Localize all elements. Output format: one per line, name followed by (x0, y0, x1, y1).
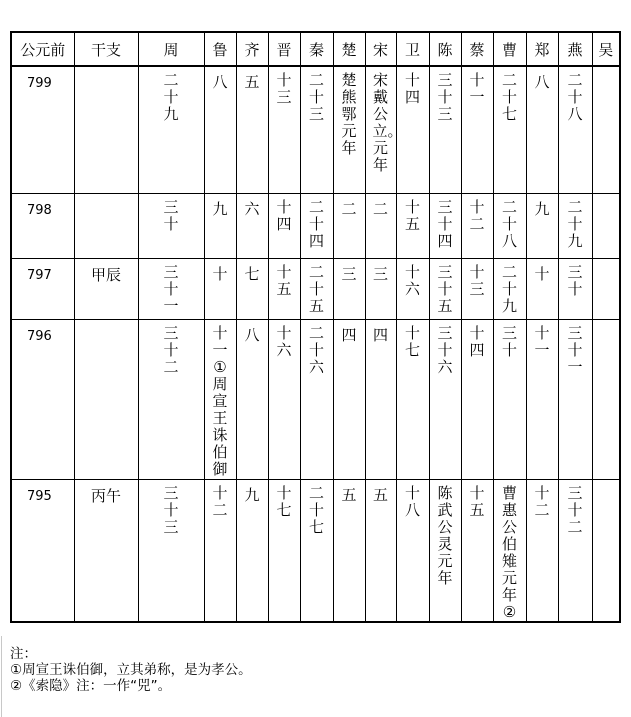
state-cell-text: 二十九 (501, 262, 517, 315)
state-cell-text: 二十三 (308, 71, 324, 123)
state-cell (138, 258, 204, 319)
state-cell-text: 四 (341, 325, 357, 344)
state-cell-text: 十一①周宣王诛伯御 (212, 323, 228, 478)
state-cell-text: 二十六 (308, 323, 324, 376)
state-cell (236, 258, 268, 319)
state-cell-text: 十 (212, 264, 228, 283)
state-cell (204, 66, 236, 193)
state-cell-text: 三十一 (163, 262, 179, 315)
state-cell-text: 十一 (534, 323, 550, 359)
state-cell (592, 258, 620, 319)
year-cell: 797 (11, 258, 74, 319)
state-cell (204, 479, 236, 622)
state-cell (365, 319, 396, 479)
state-cell (396, 479, 429, 622)
ganzhi-cell (74, 66, 138, 193)
year-cell: 799 (11, 66, 74, 193)
ganzhi-cell (74, 319, 138, 479)
state-cell (268, 66, 300, 193)
state-cell-text: 三 (341, 264, 357, 283)
state-cell-text: 三十二 (567, 483, 583, 536)
state-cell-text: 三十六 (437, 323, 453, 376)
state-cell-text: 十二 (469, 197, 485, 233)
state-cell (526, 193, 558, 258)
state-cell (526, 258, 558, 319)
ganzhi-cell: 丙午 (74, 479, 138, 622)
state-cell (461, 319, 493, 479)
state-cell-text: 十五 (404, 197, 420, 233)
state-cell-text: 十四 (276, 197, 292, 233)
table-row (11, 66, 620, 193)
state-cell-text: 二 (372, 199, 388, 218)
state-cell-text: 十二 (534, 483, 550, 519)
state-cell-text: 三十一 (567, 323, 583, 376)
state-cell (592, 319, 620, 479)
state-cell-text: 二十四 (308, 197, 324, 250)
state-cell-text: 九 (534, 199, 550, 218)
state-cell-text: 五 (372, 485, 388, 504)
state-cell (493, 66, 526, 193)
header-cell: 蔡 (461, 32, 493, 66)
state-cell-text: 二十七 (308, 483, 324, 536)
state-cell-text: 三十 (567, 262, 583, 298)
ganzhi-cell (74, 193, 138, 258)
table-row (11, 258, 620, 319)
state-cell (333, 258, 365, 319)
state-cell (429, 319, 461, 479)
state-cell-text: 十二 (212, 483, 228, 519)
state-cell (268, 479, 300, 622)
state-cell (300, 193, 333, 258)
header-cell: 秦 (300, 32, 333, 66)
state-cell-text: 三十三 (163, 483, 179, 536)
year-cell: 796 (11, 319, 74, 479)
state-cell-text: 六 (244, 199, 260, 218)
state-cell (138, 479, 204, 622)
ganzhi-cell: 甲辰 (74, 258, 138, 319)
header-cell: 卫 (396, 32, 429, 66)
year-cell: 795 (11, 479, 74, 622)
state-cell (558, 66, 592, 193)
header-cell: 郑 (526, 32, 558, 66)
state-cell (333, 319, 365, 479)
state-cell (365, 258, 396, 319)
state-cell-text: 十七 (404, 323, 420, 359)
state-cell (268, 193, 300, 258)
state-cell-text: 三十 (163, 197, 179, 233)
state-cell-text: 十一 (469, 71, 485, 106)
state-cell-text: 十五 (276, 262, 292, 298)
table-row (11, 479, 620, 622)
state-cell-text: 楚熊鄂元年 (341, 71, 357, 157)
state-cell (333, 479, 365, 622)
state-cell-text: 十四 (404, 71, 420, 106)
state-cell (365, 66, 403, 193)
state-cell (204, 193, 236, 258)
state-cell (461, 66, 493, 193)
state-cell (236, 193, 268, 258)
state-cell (493, 319, 526, 479)
state-cell (236, 319, 268, 479)
state-cell-text: 十八 (404, 483, 420, 519)
state-cell-text: 二十九 (567, 197, 583, 250)
state-cell-text: 三十 (501, 323, 517, 359)
state-cell (300, 479, 333, 622)
footnote-1: ①周宣王诛伯御，立其弟称，是为孝公。 (10, 662, 252, 678)
state-cell (365, 479, 396, 622)
header-cell: 周 (138, 32, 204, 66)
state-cell-text: 宋戴公立。元年 (372, 71, 403, 174)
state-cell (558, 479, 592, 622)
state-cell (429, 258, 461, 319)
state-cell (592, 66, 620, 193)
chronology-table (10, 31, 621, 623)
header-row (11, 32, 620, 66)
state-cell-text: 五 (244, 73, 260, 91)
state-cell-text: 曹惠公伯雉元年② (501, 483, 517, 621)
state-cell (461, 258, 493, 319)
state-cell (526, 479, 558, 622)
state-cell (236, 66, 268, 193)
state-cell-text: 八 (534, 73, 550, 91)
state-cell-text: 三十三 (437, 71, 453, 123)
state-cell-text: 二十五 (308, 262, 324, 315)
state-cell-text: 十六 (276, 323, 292, 359)
state-cell (333, 66, 365, 193)
state-cell-text: 二 (341, 199, 357, 218)
state-cell-text: 十五 (469, 483, 485, 519)
state-cell (204, 258, 236, 319)
state-cell (429, 193, 461, 258)
year-cell: 798 (11, 193, 74, 258)
state-cell (300, 66, 333, 193)
state-cell (526, 319, 558, 479)
state-cell (493, 193, 526, 258)
state-cell-text: 十四 (469, 323, 485, 359)
header-cell: 鲁 (204, 32, 236, 66)
state-cell (461, 479, 493, 622)
header-cell: 齐 (236, 32, 268, 66)
state-cell (204, 319, 236, 479)
header-cell: 吴 (592, 32, 620, 66)
state-cell (268, 258, 300, 319)
state-cell (526, 66, 558, 193)
state-cell-text: 二十七 (501, 71, 517, 123)
state-cell (300, 319, 333, 479)
header-cell: 宋 (365, 32, 396, 66)
state-cell-text: 九 (244, 485, 260, 504)
state-cell (396, 258, 429, 319)
state-cell-text: 陈武公灵元年 (437, 483, 453, 587)
state-cell (333, 193, 365, 258)
state-cell (396, 319, 429, 479)
state-cell (429, 479, 461, 622)
notes-title: 注： (10, 646, 37, 662)
state-cell (429, 66, 461, 193)
state-cell (558, 193, 592, 258)
state-cell-text: 八 (244, 325, 260, 344)
footnote-2: ②《索隐》注：一作“兕”。 (10, 678, 172, 694)
state-cell-text: 八 (212, 73, 228, 91)
state-cell (396, 193, 429, 258)
state-cell (138, 66, 204, 193)
header-cell: 干支 (74, 32, 138, 66)
margin-rule (1, 636, 2, 717)
header-cell: 楚 (333, 32, 365, 66)
state-cell-text: 七 (244, 264, 260, 283)
state-cell (558, 319, 592, 479)
state-cell-text: 三十五 (437, 262, 453, 315)
state-cell (592, 193, 620, 258)
table-row (11, 319, 620, 479)
state-cell-text: 二十八 (501, 197, 517, 250)
state-cell (268, 319, 300, 479)
state-cell (493, 258, 526, 319)
state-cell (461, 193, 493, 258)
state-cell (365, 193, 396, 258)
state-cell-text: 三十四 (437, 197, 453, 250)
state-cell (138, 193, 204, 258)
state-cell-text: 十三 (276, 71, 292, 106)
header-cell: 曹 (493, 32, 526, 66)
state-cell (138, 319, 204, 479)
state-cell-text: 十六 (404, 262, 420, 298)
state-cell-text: 三 (372, 264, 388, 283)
table-row (11, 193, 620, 258)
header-cell: 燕 (558, 32, 592, 66)
state-cell (300, 258, 333, 319)
state-cell-text: 十三 (469, 262, 485, 298)
state-cell-text: 二十九 (163, 71, 179, 123)
header-cell: 陈 (429, 32, 461, 66)
state-cell-text: 四 (372, 325, 388, 344)
state-cell (236, 479, 268, 622)
state-cell-text: 十 (534, 264, 550, 283)
state-cell (493, 479, 526, 622)
state-cell (558, 258, 592, 319)
state-cell-text: 二十八 (567, 71, 583, 123)
header-cell: 晋 (268, 32, 300, 66)
state-cell (592, 479, 620, 622)
footnotes (10, 646, 252, 694)
state-cell-text: 十七 (276, 483, 292, 519)
state-cell-text: 三十二 (163, 323, 179, 376)
header-cell: 公元前 (11, 32, 74, 66)
state-cell-text: 五 (341, 485, 357, 504)
state-cell-text: 九 (212, 199, 228, 218)
